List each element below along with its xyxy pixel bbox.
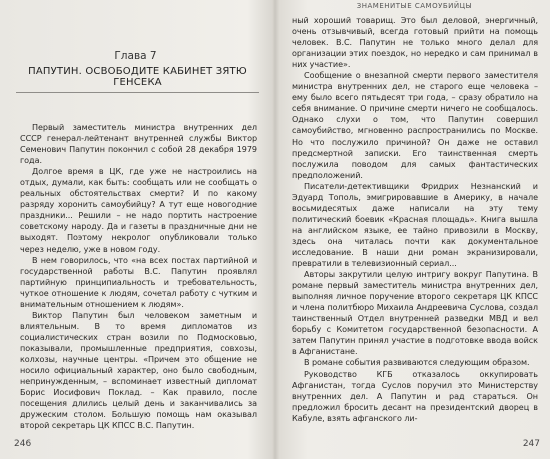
left-page (0, 0, 271, 459)
right-page-body (292, 15, 538, 424)
paragraph: Писатели-детективщики Фридрих Незнанский и Эдуард Тополь, эмигрировавшие в Америку, в начале восьмидесятых даже написали на эту тему политический боевик «Красная площадь». Книга вышла на английском языке, ее тайно привозили в Москву, здесь она читалась почти как документальное исследование. В наши дни роман экранизировали, превратили в телевизионный сериал... (292, 181, 538, 269)
paragraph: В нем говорилось, что «на всех постах партийной и государственной работы В.С. Папутин проявлял партийную принципиальность и требовательность, чуткое отношение к людям, сочетал работу с чутким и внимательным отношением к людям». (20, 255, 257, 309)
paragraph: Авторы закрутили целую интригу вокруг Папутина. В романе первый заместитель министра внутренних дел, выполняя личное поручение второго секретаря ЦК КПСС и члена политбюро Михаила Андреевича Суслова, создал таинственный Отдел внутренней разведки МВД и вел борьбу с Комитетом государственной безопасности. А затем Папутин принял участие в подготовке ввода войск в Афганистане. (292, 270, 538, 357)
right-page (279, 0, 550, 459)
paragraph: Первый заместитель министра внутренних дел СССР генерал-лейтенант внутренней службы Виктор Семенович Папутин покончил с собой 28 декабря 1979 года. (20, 123, 257, 166)
chapter-number: Глава 7 (114, 50, 157, 62)
running-head: ЗНАМЕНИТЫЕ САМОУБИЙЦЫ (356, 2, 473, 10)
paragraph: Долгое время в ЦК, где уже не настроились на отдых, думали, как быть: сообщать или не сообщать о реальных обстоятельствах смерти? И по какому разряду хоронить самоубийцу? А тут еще новогодние праздники... Решили – не надо портить настроение советскому народу. Да и газеты в праздничные дни не выходят. Поэтому некролог опубликовали только через неделю, уже в новом году. (20, 167, 257, 254)
paragraph: Сообщение о внезапной смерти первого заместителя министра внутренних дел, не старого еще человека – ему было всего пятьдесят три года, – сразу обратило на себя внимание. О причине смерти ничего не сообщалось. Однако слухи о том, что Папутин совершил самоубийство, мгновенно распространились по Москве. Но что послужило причиной? Он даже не оставил предсмертной записки. Его таинственная смерть послужила поводом для самых фантастических предположений. (292, 71, 538, 180)
left-page-body (20, 122, 257, 431)
paragraph: В романе события развиваются следующим образом. (304, 358, 530, 368)
page-number: 246 (14, 439, 32, 449)
paragraph: Руководство КГБ отказалось оккупировать Афганистан, тогда Суслов поручил это Министерству внутренних дел. А Папутин и рад стараться. Он предложил бросить десант на президентский дворец в Кабуле, взять афганского ли- (292, 369, 538, 423)
paragraph: ный хороший товарищ. Это был деловой, энергичный, очень отзывчивый, всегда готовый прийти на помощь человек. В.С. Папутин не только много делал для организации этих поездок, но нередко и сам принимал в них участие». (292, 16, 538, 70)
page-number: 247 (522, 439, 540, 449)
chapter-title: ПАПУТИН. ОСВОБОДИТЕ КАБИНЕТ ЗЯТЮ ГЕНСЕКА (16, 66, 259, 93)
paragraph: Виктор Папутин был человеком заметным и влиятельным. В то время дипломатов из социалистических стран возили по Подмосковью, показывали, промышленные предприятия, совхозы, колхозы, научные центры. «Причем это общение не носило официальный характер, оно было свободным, непринужденным, – вспоминает известный дипломат Борис Иосифович Поклад. – Как правило, после посещения длились целый день и заканчивались за дружеским столом. Большую помощь нам оказывал второй секретарь ЦК КПСС В.С. Папутин. (20, 310, 257, 431)
